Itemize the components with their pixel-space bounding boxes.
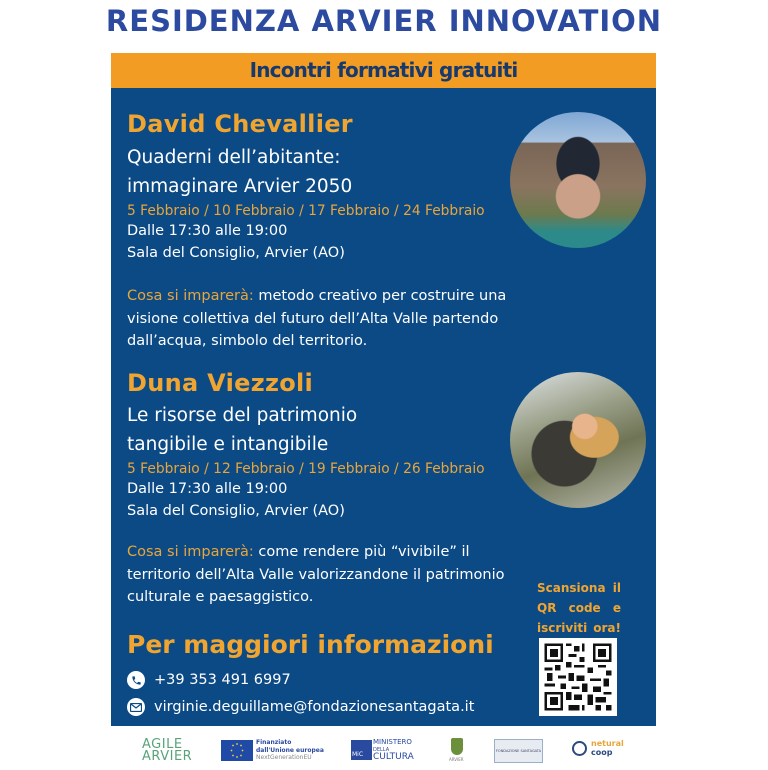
speaker-2-name: Duna Viezzoli (127, 369, 314, 397)
speaker-1-photo (510, 112, 646, 248)
speaker-1-name: David Chevallier (127, 110, 353, 138)
course-title-line2: tangibile e intangibile (127, 434, 329, 455)
mic-badge-icon: MiC (351, 740, 372, 760)
speaker-1-description (127, 285, 527, 353)
logo-text: DELLA (373, 746, 390, 753)
speaker-2-dates: 5 Febbraio / 12 Febbraio / 19 Febbraio / 26 Febbraio (127, 461, 485, 477)
comune-caption: ARVIER (449, 757, 464, 762)
speaker-2-time: Dalle 17:30 alle 19:00 (127, 481, 288, 497)
logo-netural-coop (591, 739, 624, 757)
speaker-2-description (127, 541, 507, 609)
phone-icon (127, 671, 145, 689)
logo-text: NextGenerationEU (256, 754, 312, 761)
logo-text: MINISTERO (373, 738, 412, 746)
info-heading: Per maggiori informazioni (127, 630, 494, 659)
page-title: RESIDENZA ARVIER INNOVATION (105, 4, 663, 38)
learn-text: metodo creativo per costruire una visione collettiva del futuro dell’Alta Valle partendo dall’acqua, simbolo del territorio. (127, 288, 507, 349)
email-contact[interactable] (127, 698, 474, 716)
netural-wheel-icon (572, 741, 587, 756)
logo-text: AGILE (142, 737, 183, 752)
subtitle-band (111, 53, 656, 88)
logo-text: CULTURA (373, 752, 414, 762)
logo-text: ARVIER (142, 749, 193, 764)
speaker-1-details (127, 220, 345, 264)
footer-logos (0, 732, 768, 768)
speaker-1-dates: 5 Febbraio / 10 Febbraio / 17 Febbraio / 24 Febbraio (127, 203, 485, 219)
eu-flag-icon (221, 740, 253, 761)
phone-contact[interactable] (127, 671, 291, 689)
learn-text: come rendere più “vivibile” il territorio dell’Alta Valle valorizzandone il patrimonio culturale e paesaggistico. (127, 544, 505, 605)
speaker-1-time: Dalle 17:30 alle 19:00 (127, 223, 288, 239)
qr-call-to-action: Scansiona il QR code e iscriviti ora! (537, 581, 621, 635)
logo-text: Finanziato (256, 739, 292, 746)
logo-text: netural (591, 739, 624, 748)
speaker-2-photo (510, 372, 646, 508)
speaker-1-location: Sala del Consiglio, Arvier (AO) (127, 245, 345, 261)
speaker-2-course-title (127, 401, 357, 459)
logo-ministero (373, 739, 414, 762)
logo-eu-text (256, 739, 324, 762)
phone-number: +39 353 491 6997 (154, 672, 291, 688)
mail-icon (127, 698, 145, 716)
speaker-2-details (127, 478, 345, 522)
learn-label: Cosa si imparerà: (127, 288, 254, 304)
speaker-2-location: Sala del Consiglio, Arvier (AO) (127, 503, 345, 519)
logo-agile-arvier (142, 739, 192, 763)
logo-text: coop (591, 748, 613, 757)
course-title-line2: immaginare Arvier 2050 (127, 176, 353, 197)
course-title-line1: Le risorse del patrimonio (127, 405, 358, 426)
course-title-line1: Quaderni dell’abitante: (127, 147, 341, 168)
subtitle: Incontri formativi gratuiti (249, 58, 518, 82)
logo-text: dall'Unione europea (256, 746, 324, 754)
learn-label: Cosa si imparerà: (127, 544, 254, 560)
email-address: virginie.deguillame@fondazionesantagata.it (154, 699, 475, 715)
logo-fondazione-santagata: FONDAZIONE SANTAGATA (494, 739, 543, 763)
comune-crest-icon (451, 738, 463, 755)
speaker-1-course-title (127, 143, 352, 201)
qr-code[interactable] (539, 638, 617, 716)
